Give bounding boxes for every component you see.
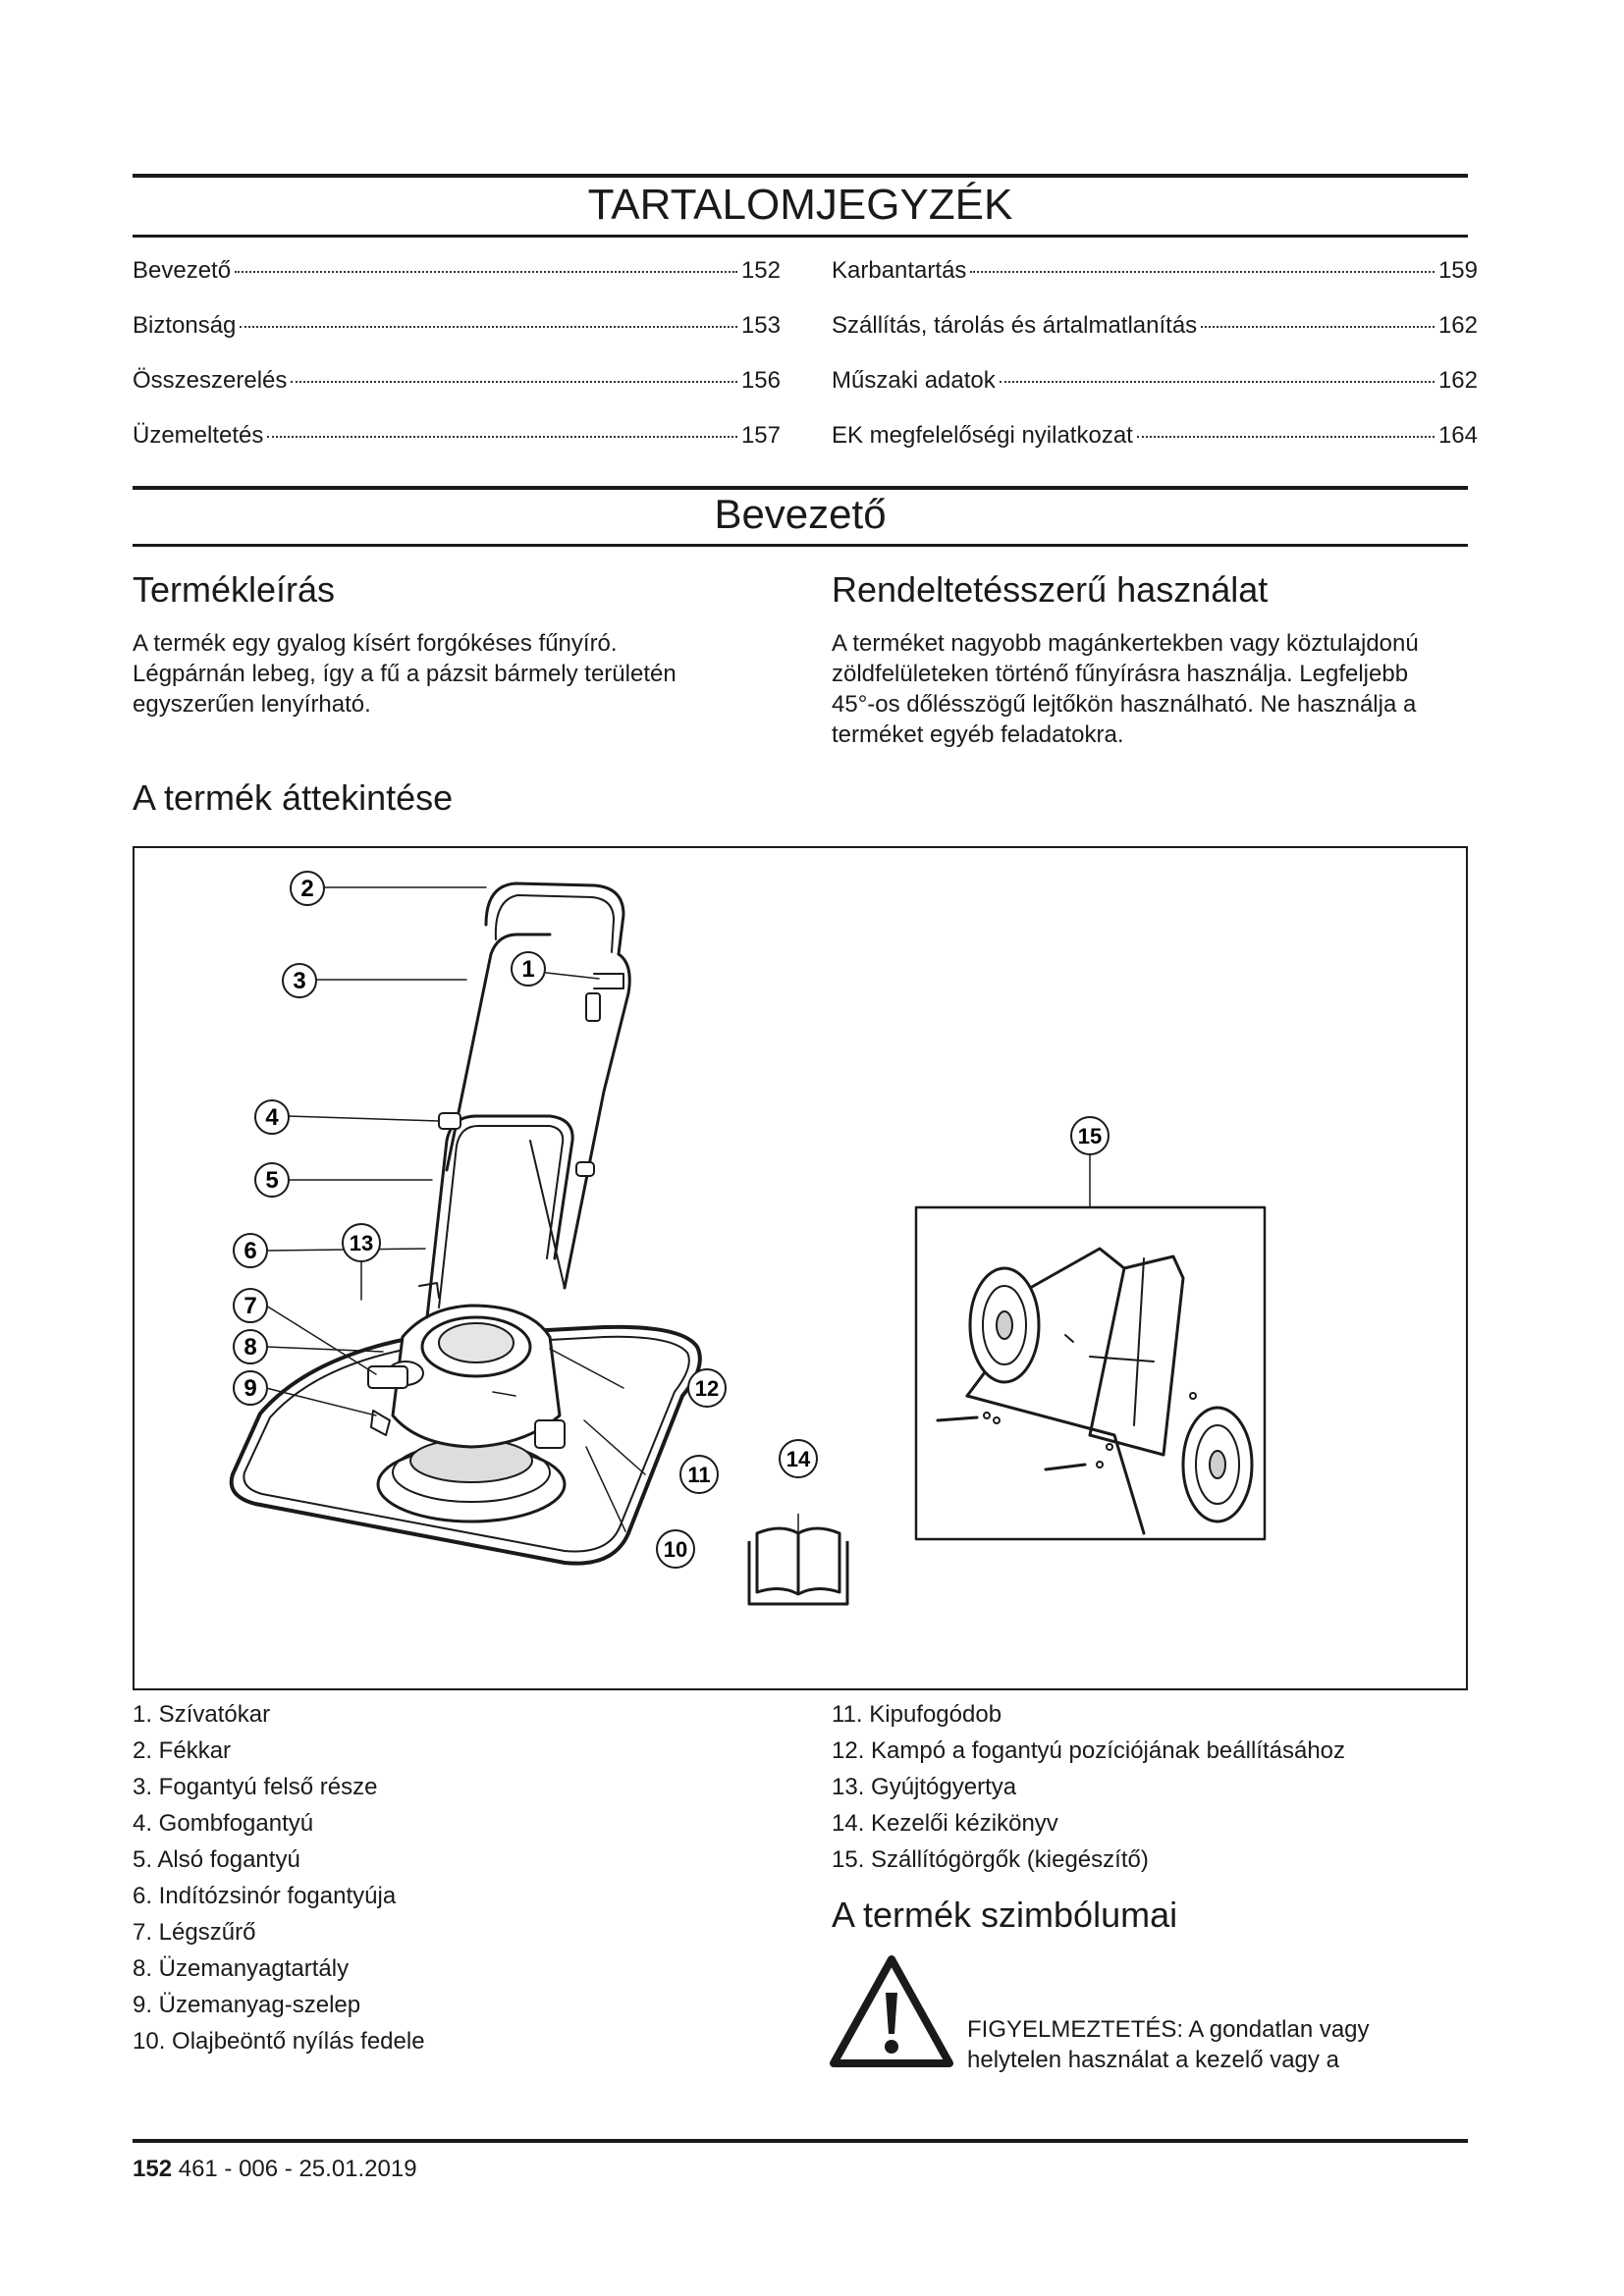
callout-14 (780, 1440, 817, 1477)
intended-use-heading: Rendeltetésszerű használat (832, 569, 1269, 610)
title-top-rule (133, 174, 1468, 178)
intended-use-text: A terméket nagyobb magánkertekben vagy köztulajdonú zöldfelületeken történő fűnyírásra használja. Legfeljebb 45°-os dőlésszögű lejtőkön használható. Ne használja a terméket egyéb feladatokra. (832, 630, 1419, 748)
section-bottom-rule (133, 544, 1468, 547)
callout-6 (234, 1234, 267, 1267)
svg-text:13: 13 (349, 1231, 374, 1255)
svg-text:5: 5 (265, 1167, 279, 1194)
callout-5 (255, 1163, 289, 1197)
toc-item[interactable]: Szállítás, tárolás és ártalmatlanítás 162 (832, 312, 1478, 339)
toc-item[interactable]: Bevezető 152 (133, 257, 781, 284)
toc-item[interactable]: Biztonság 153 (133, 312, 781, 339)
svg-text:2: 2 (300, 876, 314, 902)
toc-item[interactable]: Összeszerelés 156 (133, 367, 781, 394)
svg-text:4: 4 (265, 1104, 279, 1131)
section-top-rule (133, 486, 1468, 490)
list-item: 8. Üzemanyagtartály (133, 1955, 350, 1982)
svg-text:7: 7 (244, 1293, 257, 1319)
callout-15 (1071, 1117, 1109, 1154)
svg-text:14: 14 (785, 1447, 811, 1471)
list-item: 9. Üzemanyag-szelep (133, 1992, 361, 2018)
svg-text:9: 9 (244, 1375, 257, 1402)
list-item: 4. Gombfogantyú (133, 1810, 314, 1837)
warning-text: FIGYELMEZTETÉS: A gondatlan vagy helytelen használat a kezelő vagy a (967, 2016, 1370, 2073)
doc-reference: 461 - 006 - 25.01.2019 (172, 2156, 417, 2182)
list-item: 12. Kampó a fogantyú pozíciójának beállításához (832, 1737, 1346, 1764)
product-description-text: A termék egy gyalog kísért forgókéses fűnyíró. Légpárnán lebeg, így a fű a pázsit bármely területén egyszerűen lenyírható. (133, 630, 677, 718)
list-item: 2. Fékkar (133, 1737, 232, 1764)
svg-text:10: 10 (663, 1537, 688, 1562)
toc-item[interactable]: Műszaki adatok 162 (832, 367, 1478, 394)
svg-text:8: 8 (244, 1334, 257, 1361)
callout-13 (343, 1224, 380, 1261)
svg-text:12: 12 (694, 1376, 720, 1401)
list-item: 15. Szállítógörgők (kiegészítő) (832, 1846, 1149, 1873)
product-description-heading: Termékleírás (133, 569, 336, 610)
callout-10 (657, 1530, 694, 1568)
list-item: 1. Szívatókar (133, 1701, 271, 1728)
page-number: 152 (133, 2156, 173, 2182)
product-overview-figure (133, 846, 1468, 1690)
svg-text:11: 11 (687, 1463, 711, 1487)
callout-8 (234, 1330, 267, 1363)
symbols-heading: A termék szimbólumai (832, 1895, 1178, 1935)
list-item: 5. Alsó fogantyú (133, 1846, 300, 1873)
svg-text:15: 15 (1077, 1124, 1103, 1148)
list-item: 14. Kezelői kézikönyv (832, 1810, 1058, 1837)
list-item: 6. Indítózsinór fogantyúja (133, 1883, 397, 1909)
page-title: TARTALOMJEGYZÉK (587, 181, 1013, 229)
toc-item[interactable]: Karbantartás 159 (832, 257, 1478, 284)
callout-1 (512, 952, 545, 986)
svg-text:6: 6 (244, 1238, 257, 1264)
callout-4 (255, 1100, 289, 1134)
title-bottom-rule (133, 235, 1468, 238)
callout-2 (291, 872, 324, 905)
list-item: 13. Gyújtógyertya (832, 1774, 1017, 1800)
callout-7 (234, 1289, 267, 1322)
page-footer (133, 2156, 417, 2183)
warning-triangle-icon (828, 1953, 955, 2071)
overview-heading: A termék áttekintése (133, 777, 454, 818)
callout-3 (283, 964, 316, 997)
callout-11 (680, 1456, 718, 1493)
callout-12 (688, 1369, 726, 1407)
svg-text:3: 3 (293, 968, 306, 994)
list-item: 3. Fogantyú felső része (133, 1774, 378, 1800)
parts-list-right (832, 1696, 1345, 1878)
callout-9 (234, 1371, 267, 1405)
list-item: 10. Olajbeöntő nyílás fedele (133, 2028, 425, 2055)
list-item: 7. Légszűrő (133, 1919, 256, 1946)
toc-item[interactable]: EK megfelelőségi nyilatkozat 164 (832, 422, 1478, 449)
toc-item[interactable]: Üzemeltetés 157 (133, 422, 781, 449)
footer-rule (133, 2139, 1468, 2143)
svg-text:1: 1 (521, 956, 535, 983)
section-title: Bevezető (714, 491, 887, 537)
list-item: 11. Kipufogódob (832, 1701, 1002, 1728)
parts-list-left (133, 1696, 425, 2059)
